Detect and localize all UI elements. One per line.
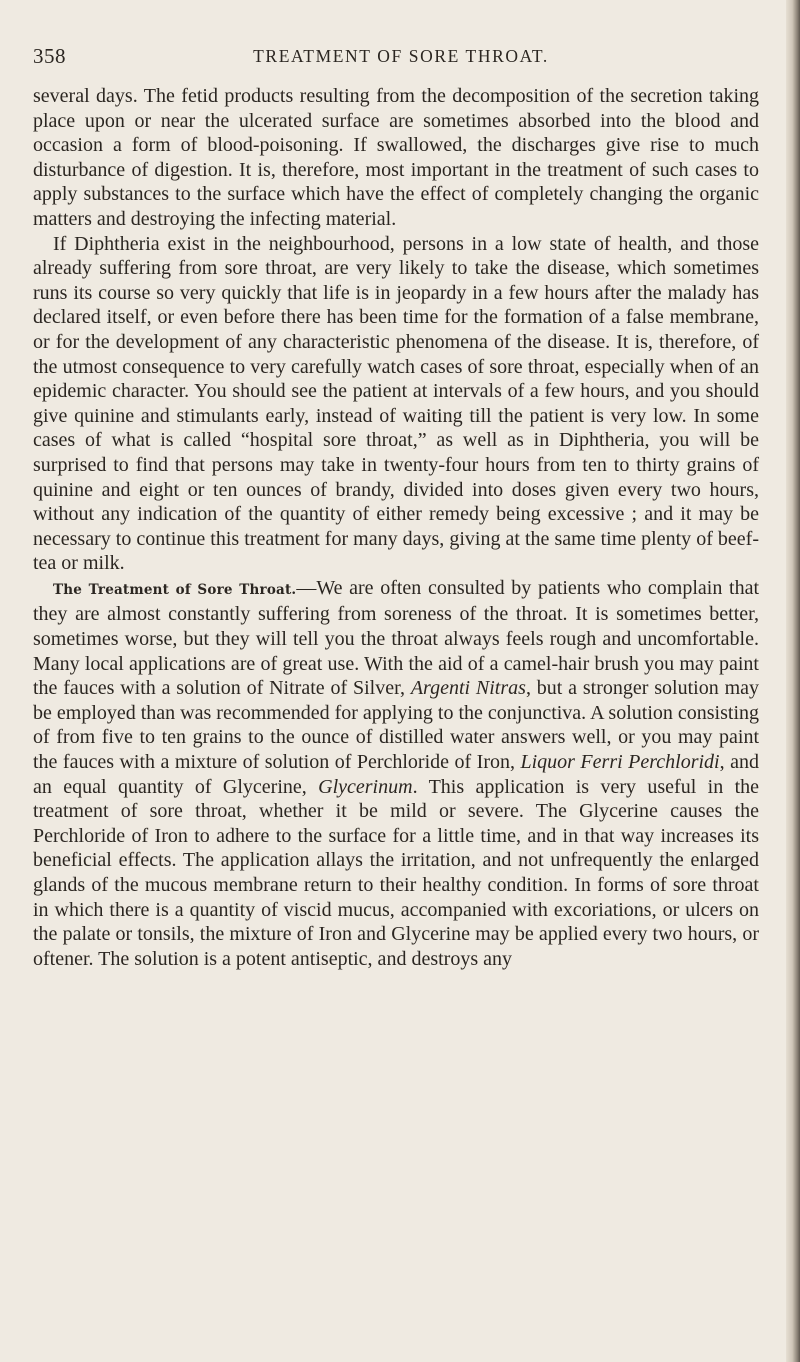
page-header: [33, 44, 759, 74]
text-segment: . This application is very useful in the treatment of sore throat, whether it be mild or severe. The Glycerine causes the Perchloride of Iron to adhere to the surface for a little time, and in that way increases its beneficial effects. The application allays the irritation, and not unfrequently the enlarged glands of the mucous membrane return to their healthy condition. In forms of sore throat in which there is a quantity of viscid mucus, accompanied with excoriations, or ulcers on the palate or tonsils, the mixture of Iron and Glycerine may be applied every two hours, or oftener. The solution is a potent antiseptic, and destroys any: [33, 775, 760, 970]
page-number: 358: [33, 44, 66, 68]
paragraph-treatment: [33, 576, 759, 972]
body-text: [33, 84, 759, 971]
paragraph-diphtheria: If Diphtheria exist in the neighbourhood, persons in a low state of health, and those already suffering from sore throat, are very likely to take the disease, which sometimes runs its course so very quickly that life is in jeopardy in a few hours after the malady has declared itself, or even before there has been time for the formation of a false membrane, or for the development of any characteristic phenomena of the disease. It is, therefore, of the utmost consequence to very carefully watch cases of sore throat, especially when of an epidemic character. You should see the patient at intervals of a few hours, and you should give quinine and stimulants early, instead of waiting till the patient is very low. In some cases of what is called “hospital sore throat,” as well as in Diphtheria, you will be surprised to find that persons may take in twenty-four hours from ten to thirty grains of quinine and eight or ten ounces of brandy, divided into doses given every two hours, without any indication of the quantity of either remedy being excessive ; and it may be necessary to continue this treatment for many days, giving at the same time plenty of beef-tea or milk.: [33, 232, 759, 575]
text-segment: —We are often consulted by patients who complain that they are almost constantly suffering from soreness of the throat. It is sometimes better, sometimes worse, but they will tell you the throat always feels rough and uncomfortable. Many local applications are of great use. With the aid of a camel-hair brush you may paint the fauces with a solution of Nitrate of Silver,: [33, 576, 759, 700]
running-title: TREATMENT OF SORE THROAT.: [253, 46, 549, 66]
latin-term: Argenti Nitras: [410, 677, 526, 700]
paragraph-continued: several days. The fetid products resulting from the decomposition of the secretion taking place upon or near the ulcerated surface are sometimes absorbed into the blood and occasion a form of blood-poisoning. If swallowed, the discharges give rise to much disturbance of digestion. It is, therefore, most important in the treatment of such cases to apply substances to the surface which have the effect of completely changing the organic matters and destroying the infecting material.: [33, 85, 759, 230]
section-run-in-heading: The Treatment of Sore Throat.: [53, 581, 297, 598]
text-segment: , and an equal quantity of Glycerine,: [33, 751, 759, 798]
latin-term: Liquor Ferri Perchloridi: [520, 751, 720, 774]
text-segment: , but a stronger solution may be employed than was recommended for applying to the conjunctiva. A solution consisting of from five to ten grains to the ounce of distilled water answers well, or you may paint the fauces with a mixture of solution of Perchloride of Iron,: [33, 677, 760, 774]
latin-term: Glycerinum: [318, 775, 413, 798]
page-edge-shadow: [786, 0, 800, 1362]
